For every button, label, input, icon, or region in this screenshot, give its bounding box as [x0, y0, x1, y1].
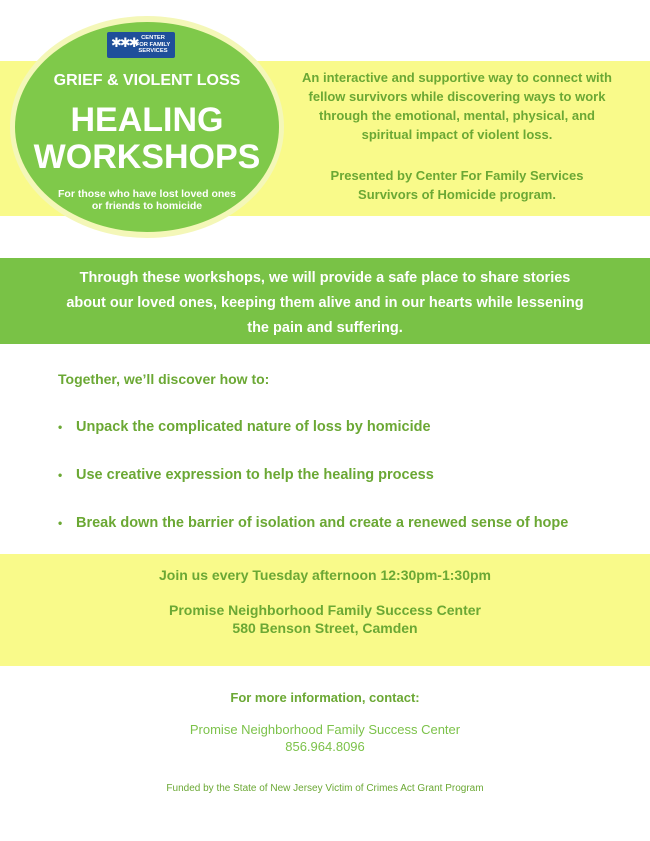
contact-details: [0, 721, 650, 755]
mission-statement: Through these workshops, we will provide a safe place to share stories about our loved ones, keeping them alive and in our hearts while lessening the pain and suffering.: [66, 270, 584, 336]
intro-paragraph: An interactive and supportive way to connect with fellow survivors while discovering ways to work through the emotional, mental, physical, and spiritual impact of violent loss.: [302, 70, 612, 142]
bullet-icon: •: [58, 420, 63, 434]
bullet-icon: •: [58, 516, 63, 530]
family-figures-icon: ✱✱✱: [111, 35, 138, 50]
center-for-family-services-logo: [107, 32, 175, 58]
discover-heading: Together, we’ll discover how to:: [58, 371, 270, 387]
funding-note: Funded by the State of New Jersey Victim of Crimes Act Grant Program: [166, 783, 484, 794]
circle-subtitle: For those who have lost loved ones or friends to homicide: [58, 188, 236, 212]
contact-heading: For more information, contact:: [230, 690, 420, 705]
presented-by: Presented by Center For Family Services Survivors of Homicide program.: [330, 168, 584, 202]
list-item: • Use creative expression to help the healing process: [58, 467, 434, 483]
bullet-icon: •: [58, 468, 63, 482]
contact-phone: 856.964.8096: [285, 739, 365, 754]
eyebrow-title: GRIEF & VIOLENT LOSS: [53, 72, 241, 89]
logo-text: CENTER FOR FAMILY SERVICES: [135, 35, 171, 55]
schedule-location: Promise Neighborhood Family Success Center 580 Benson Street, Camden: [169, 602, 481, 636]
list-item: • Unpack the complicated nature of loss by homicide: [58, 419, 431, 435]
list-item: • Break down the barrier of isolation and create a renewed sense of hope: [58, 515, 569, 531]
schedule-time: Join us every Tuesday afternoon 12:30pm-1:30pm: [159, 567, 491, 583]
contact-name: Promise Neighborhood Family Success Center: [189, 722, 461, 737]
main-title: HEALING WORKSHOPS: [33, 101, 261, 176]
